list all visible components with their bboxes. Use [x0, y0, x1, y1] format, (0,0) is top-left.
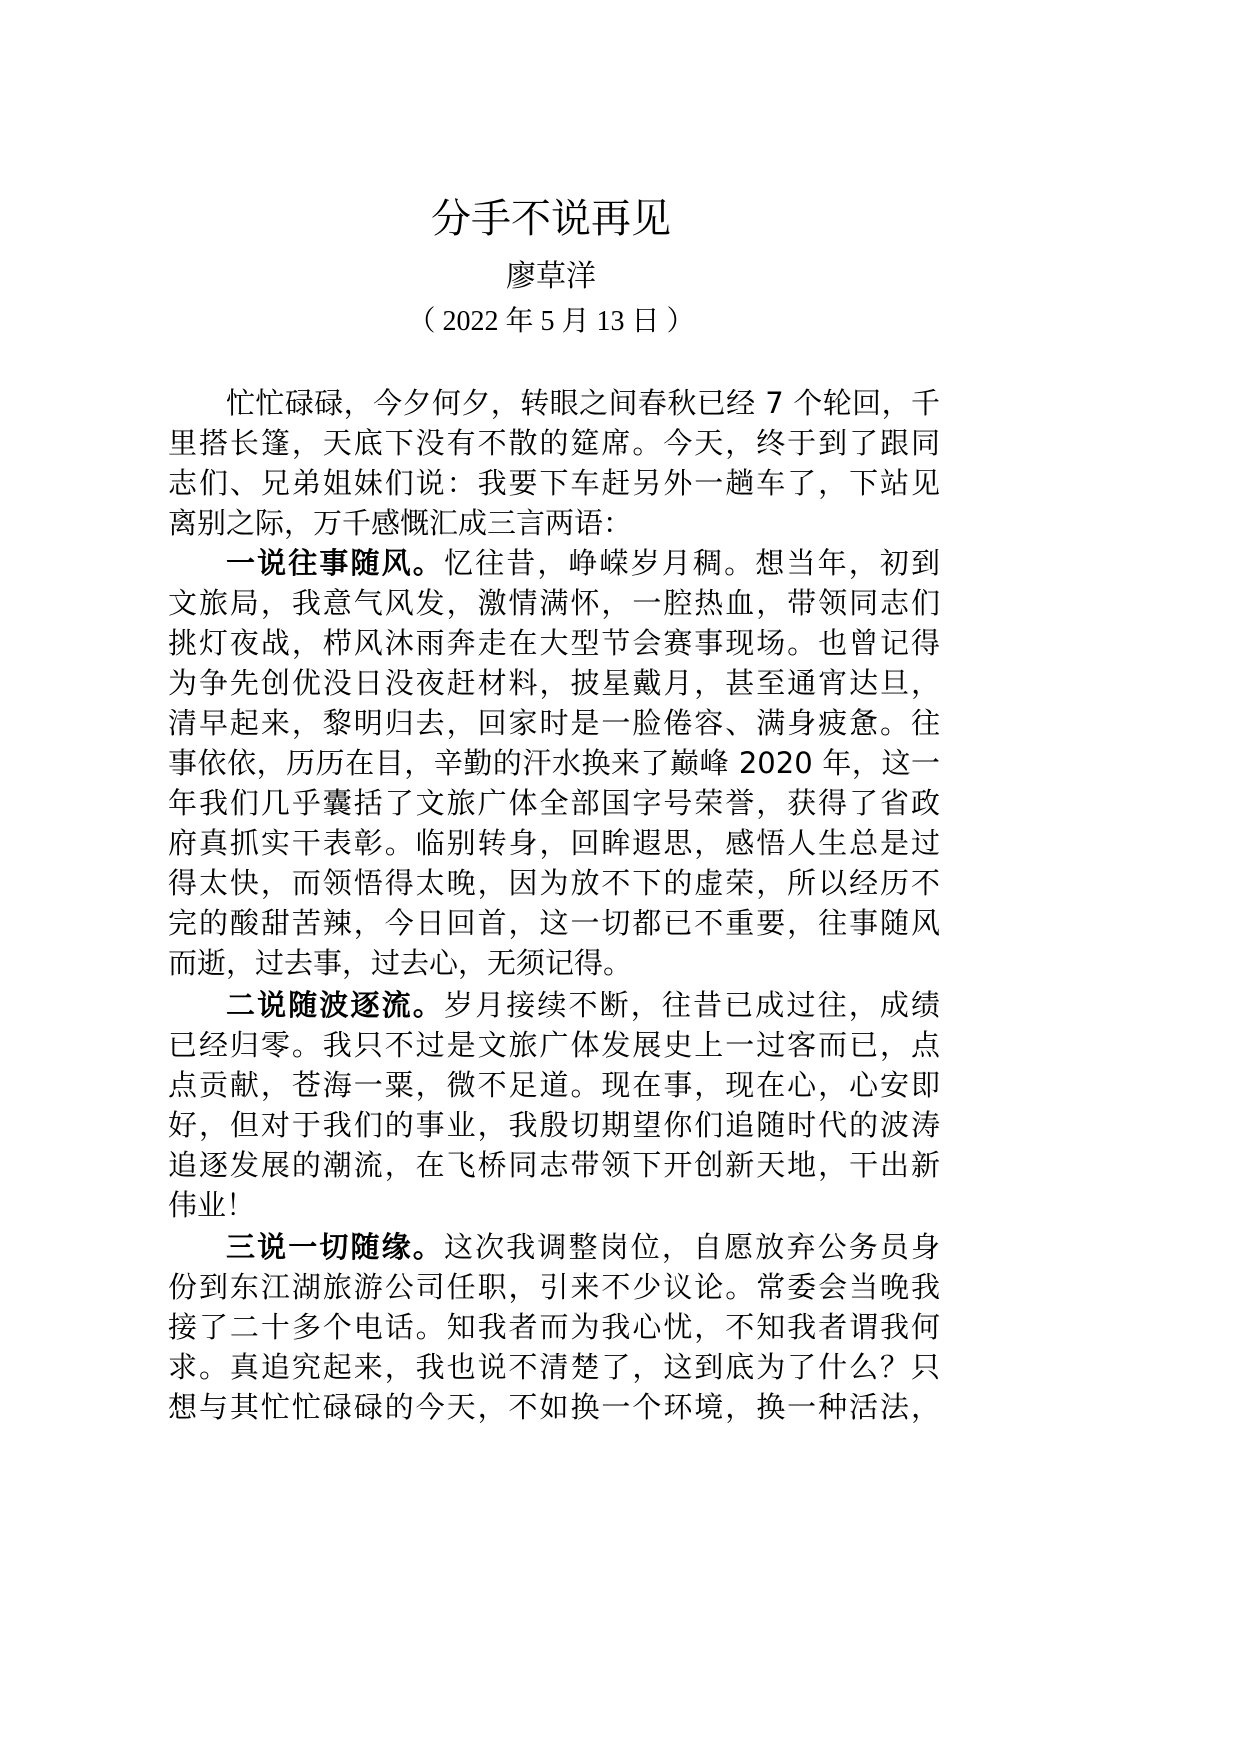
section-heading: 二说随波逐流。 — [226, 988, 444, 1022]
body-line: 求。真追究起来，我也说不清楚了，这到底为了什么？只 — [168, 1350, 940, 1384]
page-title: 分手不说再见 — [431, 196, 671, 242]
body-line — [226, 544, 940, 582]
body-line: 志们、兄弟姐妹们说：我要下车赶另外一趟车了，下站见 — [168, 466, 940, 500]
section-heading: 三说一切随缘。 — [226, 1230, 444, 1264]
body-line: 伟业！ — [168, 1188, 256, 1222]
body-line: 份到东江湖旅游公司任职，引来不少议论。常委会当晚我 — [168, 1270, 940, 1304]
line-text: 岁月接续不断，往昔已成过往，成绩 — [443, 988, 940, 1022]
body-line: 年我们几乎囊括了文旅广体全部国字号荣誉，获得了省政 — [168, 786, 940, 820]
body-line: 挑灯夜战，栉风沐雨奔走在大型节会赛事现场。也曾记得 — [168, 626, 940, 660]
body-line: 文旅局，我意气风发，激情满怀，一腔热血，带领同志们 — [168, 586, 940, 620]
body-line: 想与其忙忙碌碌的今天，不如换一个环境，换一种活法， — [168, 1390, 940, 1424]
body-line: 已经归零。我只不过是文旅广体发展史上一过客而已，点 — [168, 1028, 940, 1062]
author-name: 廖草洋 — [506, 259, 596, 294]
body-line: 清早起来，黎明归去，回家时是一脸倦容、满身疲惫。往 — [168, 706, 940, 740]
body-line: 接了二十多个电话。知我者而为我心忧，不知我者谓我何 — [168, 1310, 940, 1344]
body-line: 而逝，过去事，过去心，无须记得。 — [168, 946, 633, 980]
body-line: 完的酸甜苦辣，今日回首，这一切都已不重要，往事随风 — [168, 906, 940, 940]
line-text: 忆往昔，峥嵘岁月稠。想当年，初到 — [443, 546, 940, 580]
body-line: 追逐发展的潮流，在飞桥同志带领下开创新天地，干出新 — [168, 1148, 940, 1182]
body-line: 为争先创优没日没夜赶材料，披星戴月，甚至通宵达旦， — [168, 666, 940, 700]
body-line: 离别之际，万千感慨汇成三言两语： — [168, 506, 633, 540]
body-line: 好，但对于我们的事业，我殷切期望你们追随时代的波涛 — [168, 1108, 940, 1142]
body-line: 里搭长篷，天底下没有不散的筵席。今天，终于到了跟同 — [168, 426, 940, 460]
section-heading: 一说往事随风。 — [226, 546, 444, 580]
line-text: 这次我调整岗位，自愿放弃公务员身 — [443, 1230, 940, 1264]
body-line: 点贡献，苍海一粟，微不足道。现在事，现在心，心安即 — [168, 1068, 940, 1102]
body-line: 忙忙碌碌，今夕何夕，转眼之间春秋已经 7 个轮回，千 — [226, 386, 940, 420]
body-line: 得太快，而领悟得太晚，因为放不下的虚荣，所以经历不 — [168, 866, 940, 900]
document-date: （ 2022 年 5 月 13 日 ） — [407, 306, 695, 337]
body-line: 事依依，历历在目，辛勤的汗水换来了巅峰 2020 年，这一 — [168, 746, 940, 780]
body-line: 府真抓实干表彰。临别转身，回眸遐思，感悟人生总是过 — [168, 826, 940, 860]
body-line — [226, 1228, 940, 1266]
body-line — [226, 986, 940, 1024]
